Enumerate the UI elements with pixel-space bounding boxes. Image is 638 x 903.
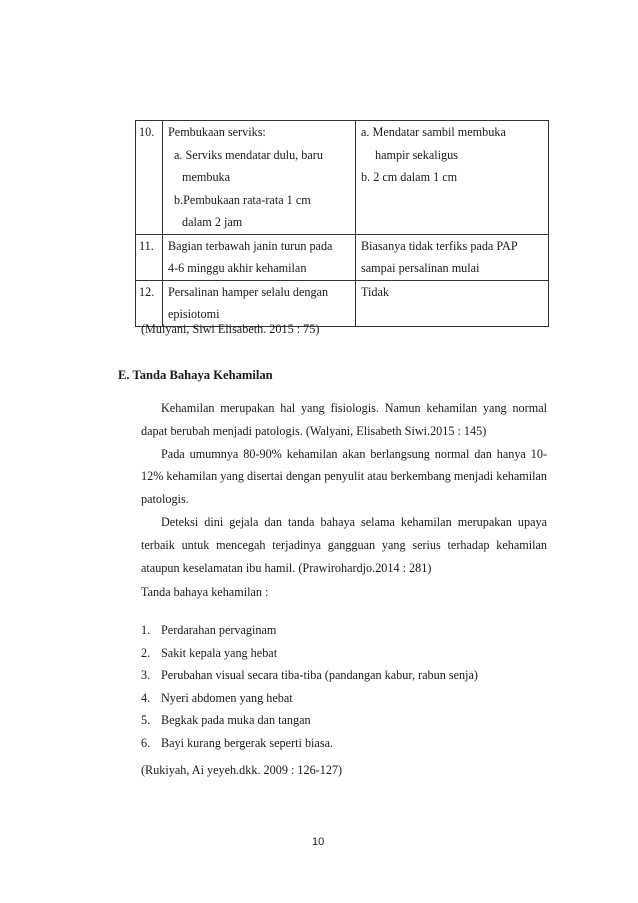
danger-signs-list	[141, 619, 478, 755]
row-number: 11.	[136, 234, 163, 280]
table-row	[136, 121, 549, 235]
paragraph: Kehamilan merupakan hal yang fisiologis. Namun kehamilan yang normal dapat berubah menjadi patologis. (Walyani, Elisabeth Siwi.2015 : 145)	[141, 401, 547, 438]
list-item: 5. Begkak pada muka dan tangan	[141, 713, 311, 728]
cell-line: Biasanya tidak terfiks pada PAP	[361, 238, 518, 253]
table-cell	[356, 280, 549, 326]
paragraph: Pada umumnya 80-90% kehamilan akan berlangsung normal dan hanya 10-12% kehamilan yang disertai dengan penyulit atau berkembang menjadi kehamilan patologis.	[141, 446, 547, 507]
cell-line: a. Mendatar sambil membuka	[361, 125, 506, 139]
table-row	[136, 234, 549, 280]
table-cell	[163, 280, 356, 326]
cell-line: dalam 2 jam	[182, 215, 243, 229]
cell-line: a. Serviks mendatar dulu, baru	[174, 147, 323, 162]
table-cell	[163, 234, 356, 280]
cell-line: Bagian terbawah janin turun pada	[168, 238, 333, 253]
cell-line: 4-6 minggu akhir kehamilan	[168, 261, 307, 275]
citation: (Mulyani, Siwi Elisabeth. 2015 : 75)	[141, 322, 320, 336]
row-number: 12.	[136, 280, 163, 326]
cell-line: membuka	[182, 170, 231, 184]
cell-line: Pembukaan serviks:	[168, 125, 266, 139]
cell-line: Tidak	[361, 284, 389, 299]
paragraph: Deteksi dini gejala dan tanda bahaya selama kehamilan merupakan upaya terbaik untuk mencegah terjadinya gangguan yang serius terhadap kehamilan ataupun keselamatan ibu hamil. (Prawirohardjo.2014 : 281)	[141, 514, 547, 575]
body-text	[141, 397, 547, 579]
list-title: Tanda bahaya kehamilan :	[141, 585, 269, 599]
row-number: 10.	[136, 121, 163, 235]
table-cell	[356, 234, 549, 280]
list-item: 3. Perubahan visual secara tiba-tiba (pandangan kabur, rabun senja)	[141, 668, 478, 683]
cell-line: episiotomi	[168, 307, 220, 321]
criteria-table	[135, 120, 549, 327]
citation: (Rukiyah, Ai yeyeh.dkk. 2009 : 126-127)	[141, 763, 343, 777]
list-item: 4. Nyeri abdomen yang hebat	[141, 690, 293, 705]
table-cell	[163, 121, 356, 235]
cell-line: hampir sekaligus	[375, 147, 458, 162]
section-heading: E. Tanda Bahaya Kehamilan	[118, 368, 273, 382]
table-row	[136, 280, 549, 326]
cell-line: b.Pembukaan rata-rata 1 cm	[174, 192, 311, 207]
cell-line: Persalinan hamper selalu dengan	[168, 284, 329, 299]
cell-line: sampai persalinan mulai	[361, 261, 480, 275]
list-item: 1. Perdarahan pervaginam	[141, 623, 277, 637]
page-number: 10	[312, 836, 325, 848]
table-cell	[356, 121, 549, 235]
cell-line: b. 2 cm dalam 1 cm	[361, 170, 458, 184]
list-item: 6. Bayi kurang bergerak seperti biasa.	[141, 735, 334, 750]
list-item: 2. Sakit kepala yang hebat	[141, 645, 278, 660]
